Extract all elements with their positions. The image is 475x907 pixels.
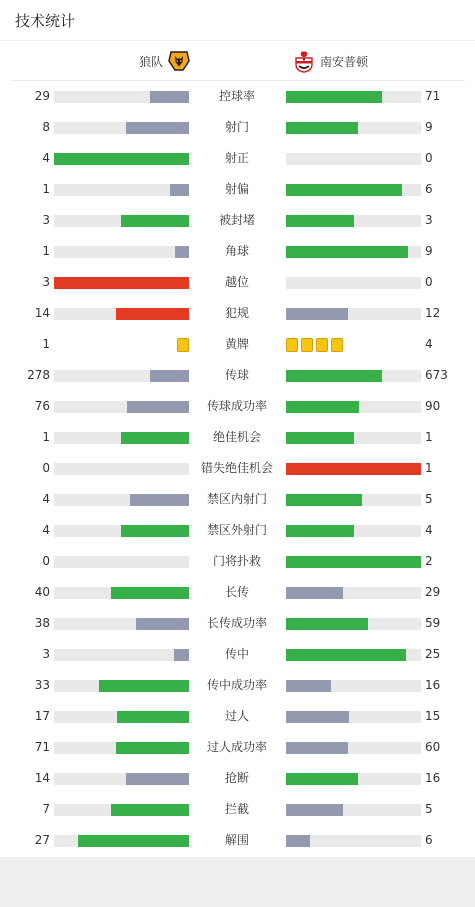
home-bar-fill bbox=[116, 308, 189, 320]
away-value: 1 bbox=[425, 461, 433, 475]
away-bar-fill bbox=[286, 463, 421, 475]
home-bar-fill bbox=[130, 494, 189, 506]
stat-label: 禁区外射门 bbox=[206, 523, 267, 537]
stat-label: 角球 bbox=[224, 244, 249, 258]
stat-label: 过人 bbox=[224, 709, 249, 723]
home-value: 3 bbox=[42, 275, 50, 289]
away-value: 16 bbox=[425, 771, 441, 785]
away-bar-track bbox=[286, 184, 421, 196]
home-bar-fill bbox=[54, 153, 189, 165]
away-bar-fill bbox=[286, 184, 402, 196]
away-bar-fill bbox=[286, 370, 382, 382]
stat-label: 解围 bbox=[224, 833, 249, 847]
away-bar-fill bbox=[286, 122, 358, 134]
home-bar-fill bbox=[121, 432, 189, 444]
home-bar-track bbox=[54, 308, 189, 320]
stat-row bbox=[0, 670, 475, 701]
home-bar-track bbox=[54, 587, 189, 599]
away-bar-track bbox=[286, 711, 421, 723]
away-bar-track bbox=[286, 153, 421, 165]
away-bar-track bbox=[286, 649, 421, 661]
away-value: 12 bbox=[425, 306, 441, 320]
stat-label: 射正 bbox=[224, 151, 249, 165]
away-cards bbox=[286, 338, 343, 352]
home-bar-track bbox=[54, 153, 189, 165]
home-bar-fill bbox=[126, 122, 189, 134]
stat-label: 传球成功率 bbox=[206, 399, 267, 413]
home-bar-fill bbox=[121, 215, 189, 227]
stat-label: 长传 bbox=[224, 585, 249, 599]
home-value: 33 bbox=[34, 678, 50, 692]
home-bar-track bbox=[54, 556, 189, 568]
away-value: 6 bbox=[425, 833, 433, 847]
away-bar-track bbox=[286, 556, 421, 568]
away-value: 29 bbox=[425, 585, 441, 599]
home-bar-track bbox=[54, 122, 189, 134]
away-bar-track bbox=[286, 432, 421, 444]
home-bar-fill bbox=[174, 649, 189, 661]
away-value: 5 bbox=[425, 802, 433, 816]
stat-label: 被封堵 bbox=[218, 213, 255, 227]
stat-label: 禁区内射门 bbox=[206, 492, 267, 506]
stat-row bbox=[0, 329, 475, 360]
away-value: 6 bbox=[425, 182, 433, 196]
home-bar-track bbox=[54, 184, 189, 196]
stat-row bbox=[0, 360, 475, 391]
away-bar-track bbox=[286, 370, 421, 382]
away-bar-fill bbox=[286, 835, 310, 847]
away-bar-track bbox=[286, 494, 421, 506]
home-value: 3 bbox=[42, 647, 50, 661]
stat-row bbox=[0, 298, 475, 329]
away-bar-fill bbox=[286, 680, 331, 692]
away-team-name: 南安普顿 bbox=[320, 54, 369, 69]
stat-row bbox=[0, 81, 475, 112]
home-value: 7 bbox=[42, 802, 50, 816]
home-bar-track bbox=[54, 370, 189, 382]
home-value: 27 bbox=[34, 833, 50, 847]
stat-row bbox=[0, 267, 475, 298]
stat-row bbox=[0, 794, 475, 825]
away-bar-track bbox=[286, 587, 421, 599]
away-value: 3 bbox=[425, 213, 433, 227]
away-bar-fill bbox=[286, 773, 358, 785]
stat-row bbox=[0, 391, 475, 422]
home-bar-track bbox=[54, 246, 189, 258]
stat-label: 传中 bbox=[224, 647, 249, 661]
away-value: 4 bbox=[425, 523, 433, 537]
yellow-card-icon bbox=[331, 338, 343, 352]
home-bar-fill bbox=[121, 525, 189, 537]
away-bar-fill bbox=[286, 742, 348, 754]
yellow-card-icon bbox=[286, 338, 298, 352]
home-bar-fill bbox=[170, 184, 189, 196]
away-bar-track bbox=[286, 804, 421, 816]
home-bar-fill bbox=[127, 401, 189, 413]
away-bar-track bbox=[286, 773, 421, 785]
away-bar-fill bbox=[286, 618, 368, 630]
stat-row bbox=[0, 639, 475, 670]
away-bar-track bbox=[286, 277, 421, 289]
stat-row bbox=[0, 422, 475, 453]
away-bar-track bbox=[286, 525, 421, 537]
away-value: 60 bbox=[425, 740, 441, 754]
home-bar-fill bbox=[117, 711, 189, 723]
yellow-card-icon bbox=[301, 338, 313, 352]
away-bar-fill bbox=[286, 649, 406, 661]
home-bar-fill bbox=[116, 742, 189, 754]
home-value: 76 bbox=[34, 399, 50, 413]
home-value: 8 bbox=[42, 120, 50, 134]
away-value: 0 bbox=[425, 275, 433, 289]
home-value: 4 bbox=[42, 492, 50, 506]
home-value: 1 bbox=[42, 337, 50, 351]
home-bar-track bbox=[54, 618, 189, 630]
home-bar-fill bbox=[99, 680, 189, 692]
away-value: 2 bbox=[425, 554, 433, 568]
away-bar-track bbox=[286, 122, 421, 134]
home-value: 4 bbox=[42, 523, 50, 537]
stat-label: 射门 bbox=[224, 120, 249, 134]
home-bar-track bbox=[54, 680, 189, 692]
away-bar-track bbox=[286, 463, 421, 475]
stat-row bbox=[0, 546, 475, 577]
away-value: 673 bbox=[425, 368, 448, 382]
away-bar-fill bbox=[286, 432, 354, 444]
away-bar-track bbox=[286, 742, 421, 754]
away-value: 71 bbox=[425, 89, 441, 103]
home-value: 0 bbox=[42, 554, 50, 568]
stat-row bbox=[0, 825, 475, 856]
home-value: 1 bbox=[42, 430, 50, 444]
stat-label: 犯规 bbox=[224, 306, 249, 320]
away-value: 90 bbox=[425, 399, 441, 413]
away-bar-fill bbox=[286, 246, 408, 258]
stat-label: 门将扑救 bbox=[212, 554, 261, 568]
home-bar-track bbox=[54, 525, 189, 537]
home-value: 38 bbox=[34, 616, 50, 630]
home-bar-fill bbox=[111, 804, 189, 816]
stat-row bbox=[0, 453, 475, 484]
away-bar-track bbox=[286, 91, 421, 103]
home-bar-track bbox=[54, 463, 189, 475]
yellow-card-icon bbox=[316, 338, 328, 352]
away-bar-fill bbox=[286, 587, 343, 599]
stat-row bbox=[0, 205, 475, 236]
stat-row bbox=[0, 608, 475, 639]
stat-label: 错失绝佳机会 bbox=[200, 461, 273, 475]
home-value: 17 bbox=[34, 709, 50, 723]
stat-row bbox=[0, 236, 475, 267]
stat-row bbox=[0, 763, 475, 794]
wolves-crest-icon bbox=[167, 49, 191, 73]
home-bar-track bbox=[54, 401, 189, 413]
home-bar-track bbox=[54, 835, 189, 847]
stat-row bbox=[0, 577, 475, 608]
stat-label: 长传成功率 bbox=[206, 616, 267, 630]
stat-label: 传球 bbox=[224, 368, 249, 382]
home-team[interactable] bbox=[139, 41, 191, 81]
stat-label: 抢断 bbox=[224, 771, 249, 785]
yellow-card-icon bbox=[177, 338, 189, 352]
away-value: 5 bbox=[425, 492, 433, 506]
home-bar-track bbox=[54, 742, 189, 754]
teams-header bbox=[10, 41, 465, 81]
stat-row bbox=[0, 174, 475, 205]
away-bar-track bbox=[286, 246, 421, 258]
away-value: 9 bbox=[425, 120, 433, 134]
away-bar-track bbox=[286, 618, 421, 630]
away-bar-fill bbox=[286, 494, 362, 506]
home-bar-fill bbox=[126, 773, 189, 785]
stat-row bbox=[0, 143, 475, 174]
home-value: 14 bbox=[34, 306, 50, 320]
home-value: 1 bbox=[42, 244, 50, 258]
away-team[interactable] bbox=[292, 41, 368, 81]
home-bar-track bbox=[54, 215, 189, 227]
away-value: 16 bbox=[425, 678, 441, 692]
home-value: 0 bbox=[42, 461, 50, 475]
away-bar-fill bbox=[286, 525, 354, 537]
home-bar-fill bbox=[136, 618, 189, 630]
home-bar-fill bbox=[150, 370, 189, 382]
away-bar-fill bbox=[286, 804, 343, 816]
away-bar-fill bbox=[286, 215, 354, 227]
stat-label: 控球率 bbox=[218, 89, 255, 103]
section-header bbox=[0, 0, 475, 41]
stat-row bbox=[0, 515, 475, 546]
home-value: 1 bbox=[42, 182, 50, 196]
away-bar-fill bbox=[286, 401, 359, 413]
away-bar-track bbox=[286, 835, 421, 847]
home-value: 3 bbox=[42, 213, 50, 227]
stat-label: 过人成功率 bbox=[206, 740, 267, 754]
stat-label: 传中成功率 bbox=[206, 678, 267, 692]
home-value: 4 bbox=[42, 151, 50, 165]
away-bar-track bbox=[286, 215, 421, 227]
away-bar-track bbox=[286, 401, 421, 413]
home-cards bbox=[177, 338, 189, 352]
home-bar-fill bbox=[54, 277, 189, 289]
home-bar-track bbox=[54, 773, 189, 785]
away-bar-fill bbox=[286, 91, 382, 103]
home-bar-fill bbox=[78, 835, 189, 847]
section-title: 技术统计 bbox=[15, 11, 76, 30]
home-value: 40 bbox=[34, 585, 50, 599]
home-value: 278 bbox=[27, 368, 50, 382]
away-value: 9 bbox=[425, 244, 433, 258]
away-value: 59 bbox=[425, 616, 441, 630]
home-bar-fill bbox=[150, 91, 189, 103]
southampton-crest-icon bbox=[292, 49, 316, 73]
stat-label: 越位 bbox=[224, 275, 249, 289]
home-bar-track bbox=[54, 432, 189, 444]
home-bar-track bbox=[54, 91, 189, 103]
away-bar-fill bbox=[286, 556, 421, 568]
away-value: 25 bbox=[425, 647, 441, 661]
home-value: 71 bbox=[34, 740, 50, 754]
home-bar-track bbox=[54, 277, 189, 289]
stat-row bbox=[0, 732, 475, 763]
away-bar-fill bbox=[286, 308, 348, 320]
home-team-name: 狼队 bbox=[138, 54, 163, 69]
away-bar-track bbox=[286, 308, 421, 320]
stat-label: 射偏 bbox=[224, 182, 249, 196]
home-value: 14 bbox=[34, 771, 50, 785]
home-bar-track bbox=[54, 649, 189, 661]
stat-row bbox=[0, 112, 475, 143]
stat-row bbox=[0, 484, 475, 515]
stat-label: 拦截 bbox=[224, 802, 249, 816]
away-bar-fill bbox=[286, 711, 349, 723]
away-value: 4 bbox=[425, 337, 433, 351]
home-bar-track bbox=[54, 711, 189, 723]
home-bar-fill bbox=[175, 246, 189, 258]
home-value: 29 bbox=[34, 89, 50, 103]
home-bar-track bbox=[54, 494, 189, 506]
away-bar-track bbox=[286, 680, 421, 692]
home-bar-fill bbox=[111, 587, 189, 599]
away-value: 15 bbox=[425, 709, 441, 723]
home-bar-track bbox=[54, 804, 189, 816]
stat-label: 黄牌 bbox=[224, 337, 249, 351]
stat-label: 绝佳机会 bbox=[212, 430, 261, 444]
stat-row bbox=[0, 701, 475, 732]
away-value: 0 bbox=[425, 151, 433, 165]
away-value: 1 bbox=[425, 430, 433, 444]
